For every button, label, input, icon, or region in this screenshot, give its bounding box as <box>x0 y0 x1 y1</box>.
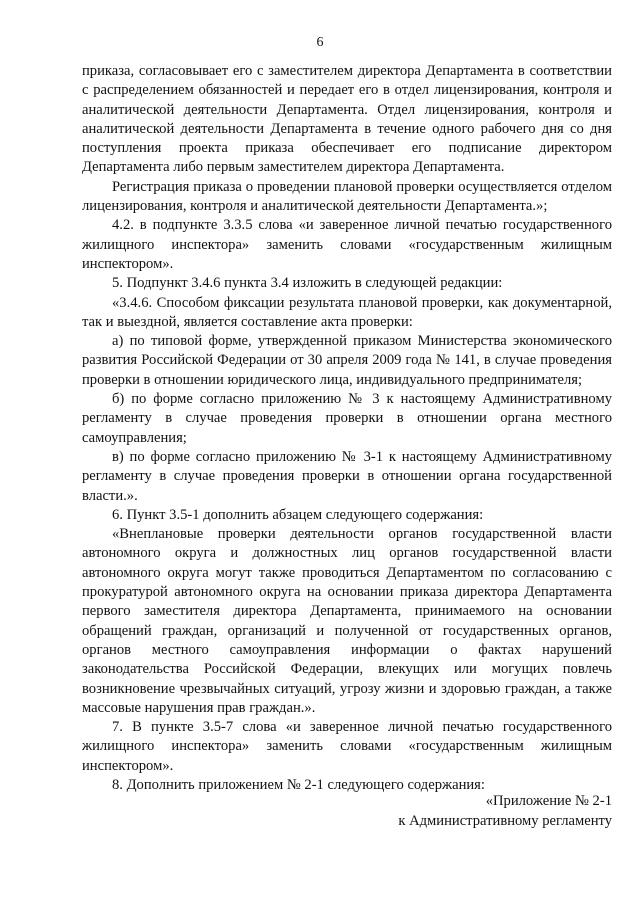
paragraph-12: 8. Дополнить приложением № 2-1 следующего содержания: <box>112 776 485 793</box>
page-number: 6 <box>316 35 324 50</box>
document-body <box>82 62 612 795</box>
paragraph-5: «3.4.6. Способом фиксации результата плановой проверки, как документарной, так и выездной, является составление акта проверки: <box>82 294 612 330</box>
paragraph-2: Регистрация приказа о проведении плановой проверки осуществляется отделом лицензирования, контроля и аналитической деятельности Департамента.»; <box>82 178 612 215</box>
paragraph-3: 4.2. в подпункте 3.3.5 слова «и заверенное личной печатью государственного жилищного инспектора» заменить словами «государственным жилищным инспектором». <box>82 217 612 272</box>
paragraph-8: в) по форме согласно приложению № 3-1 к настоящему Административному регламенту в случае проведения проверки в отношении органа государственной власти.». <box>82 448 612 504</box>
paragraph-6: а) по типовой форме, утвержденной приказом Министерства экономического развития Российской Федерации от 30 апреля 2009 года № 141, в случае проведения проверки в отношении юридического лица, индивидуального предпринимателя; <box>82 333 612 388</box>
paragraph-9: 6. Пункт 3.5-1 дополнить абзацем следующего содержания: <box>112 506 484 523</box>
paragraph-10: «Внеплановые проверки деятельности органов государственной власти автономного округа и должностных лиц органов государственной власти автономного округа могут также проводиться Департаментом по согласованию с прокуратурой автономного округа на основании приказа директора Департамента первого заместителя директора Департамента, принимаемого на основании обращений граждан, организаций и полученной от государственных органов, органов местного самоуправления информации о фактах нарушений законодательства Российской Федерации, влекущих или могущих повлечь возникновение чрезвычайных ситуаций, угрозу жизни и здоровью граждан, а также массовые нарушения прав граждан.». <box>82 526 612 716</box>
paragraph-11: 7. В пункте 3.5-7 слова «и заверенное личной печатью государственного жилищного инспектора» заменить словами «государственным жилищным инспектором». <box>82 719 612 774</box>
paragraph-7: б) по форме согласно приложению № 3 к настоящему Административному регламенту в случае проведения проверки в отношении органа местного самоуправления; <box>82 391 612 446</box>
paragraph-4: 5. Подпункт 3.4.6 пункта 3.4 изложить в следующей редакции: <box>112 275 503 292</box>
appendix-heading-line1: «Приложение № 2-1 <box>485 793 612 809</box>
paragraph-1: приказа, согласовывает его с заместителем директора Департамента в соответствии с распределением обязанностей и передает его в отдел лицензирования, контроля и аналитической деятельности Департамента. Отдел лицензирования, контроля и аналитической деятельности Департамента в течение одного рабочего дня со дня поступления проекта приказа обеспечивает его подписание директором Департамента либо первым заместителем директора Департамента. <box>82 63 612 176</box>
appendix-heading-line2: к Административному регламенту <box>398 813 612 829</box>
